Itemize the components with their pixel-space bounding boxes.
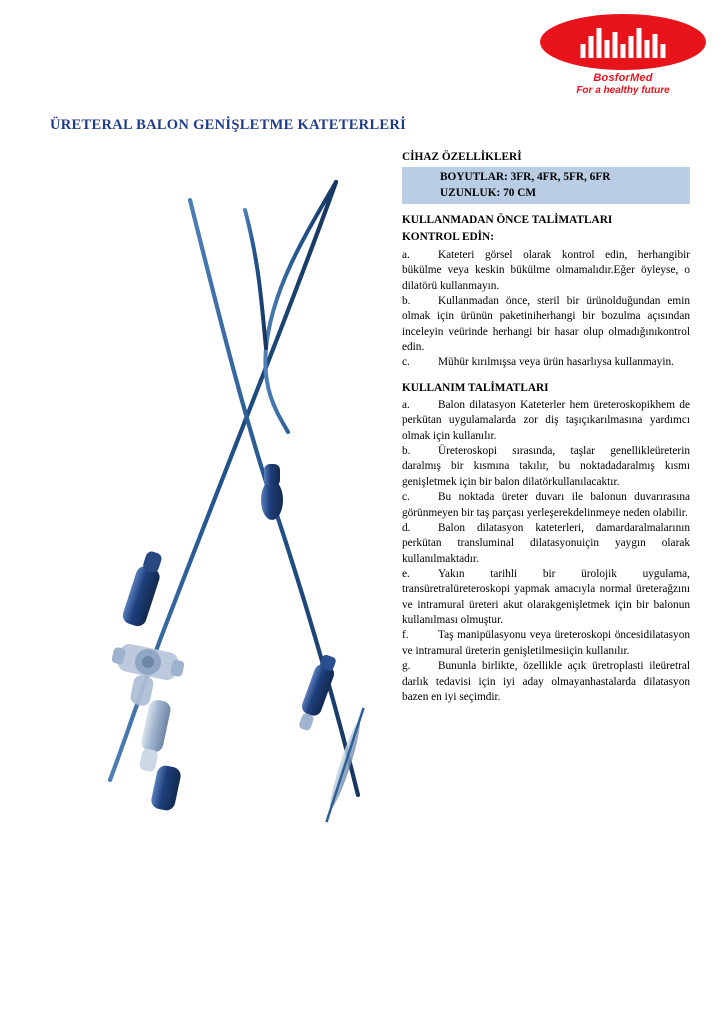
item-label: d. bbox=[402, 521, 411, 534]
item-label: b. bbox=[402, 294, 411, 307]
use-item bbox=[402, 444, 690, 490]
use-item bbox=[402, 398, 690, 444]
item-label: b. bbox=[402, 445, 411, 458]
item-label: a. bbox=[402, 248, 410, 261]
pre-use-item bbox=[402, 248, 690, 294]
logo-bars-icon bbox=[581, 26, 666, 58]
item-label: c. bbox=[402, 491, 410, 504]
item-label: f. bbox=[402, 629, 409, 642]
use-heading: KULLANIM TALİMATLARI bbox=[402, 381, 549, 394]
item-text: Bu noktada üreter duvarı ile balonun duvarırasına görünmeyen bir taş parçası yerleşerekdelinmeye neden olabilir. bbox=[402, 491, 690, 519]
pre-use-item bbox=[402, 355, 690, 370]
pre-use-heading-line2: KONTROL EDİN: bbox=[402, 231, 494, 244]
specs-line-sizes: BOYUTLAR: 3FR, 4FR, 5FR, 6FR bbox=[440, 171, 611, 184]
item-label: c. bbox=[402, 356, 410, 369]
specs-line-length: UZUNLUK: 70 CM bbox=[440, 186, 537, 199]
page-title: ÜRETERAL BALON GENİŞLETME KATETERLERİ bbox=[50, 117, 407, 133]
item-label: e. bbox=[402, 567, 410, 580]
item-label: g. bbox=[402, 660, 411, 673]
item-text: Bununla birlikte, özellikle açık üretroplasti ileüretral darlık tedavisi için iyi aday olmayanhastalarda dilatasyon bazen en iyi seçimdir. bbox=[402, 660, 690, 703]
pre-use-item bbox=[402, 294, 690, 355]
item-text: Mühür kırılmışsa veya ürün hasarlıysa kullanmayin. bbox=[438, 356, 674, 369]
item-text: Üreteroskopi sırasında, taşlar genellikleüreterin daralmış bir kısmına takılır, bu noktadadaralmış kısmı genişletmek için bir balon dilatörkullanılacaktır. bbox=[402, 445, 690, 488]
item-text: Kullanmadan önce, steril bir ürünolduğundan emin olmak için ürünün paketiniherhangi bir bozulma açısından inceleyin veürinde herhangi bir hasar olup olmadığınıkontrol edin. bbox=[402, 294, 690, 353]
item-text: Yakın tarihli bir ürolojik uygulama, transüretralüreteroskopi yapmak amacıyla normal üreterağzını ve intramural üreteri akut olarakgenişletmek için bir balonun kullanılması olmuştur. bbox=[402, 567, 690, 627]
catheter-illustration bbox=[40, 170, 390, 860]
specs-band bbox=[402, 167, 690, 204]
use-item bbox=[402, 567, 690, 628]
item-text: Kateteri görsel olarak kontrol edin, herhangibir bükülme veya keskin bükülme olmamalıdır.Eğer öyleyse, o dilatörü kullanmayın. bbox=[402, 248, 690, 292]
logo-tagline: For a healthy future bbox=[576, 85, 670, 96]
use-item bbox=[402, 628, 690, 659]
product-photo bbox=[40, 170, 390, 860]
item-label: a. bbox=[402, 399, 410, 412]
use-item bbox=[402, 521, 690, 567]
item-text: Balon dilatasyon Kateterler hem üreteroskopikhem de perkütan uygulamalarda zor diş taşıçıkarılmasına yardımcı olmak için kullanılır. bbox=[402, 399, 690, 442]
specs-heading: CİHAZ ÖZELLİKLERİ bbox=[402, 151, 522, 163]
logo-brand-name: BosforMed bbox=[593, 72, 653, 84]
use-item bbox=[402, 659, 690, 705]
text-column bbox=[402, 150, 690, 705]
pre-use-heading-line1: KULLANMADAN ÖNCE TALİMATLARI bbox=[402, 214, 613, 227]
use-item bbox=[402, 490, 690, 521]
brand-logo bbox=[540, 14, 706, 94]
item-text: Taş manipülasyonu veya üreteroskopi öncesidilatasyon ve intramural üreterin genişletilmesiiçin kullanılır. bbox=[402, 629, 690, 657]
item-text: Balon dilatasyon kateterleri, damardaralmalarının perkütan transluminal dilatasyonuiçin yaygın olarak kullanılmaktadır. bbox=[402, 521, 690, 565]
